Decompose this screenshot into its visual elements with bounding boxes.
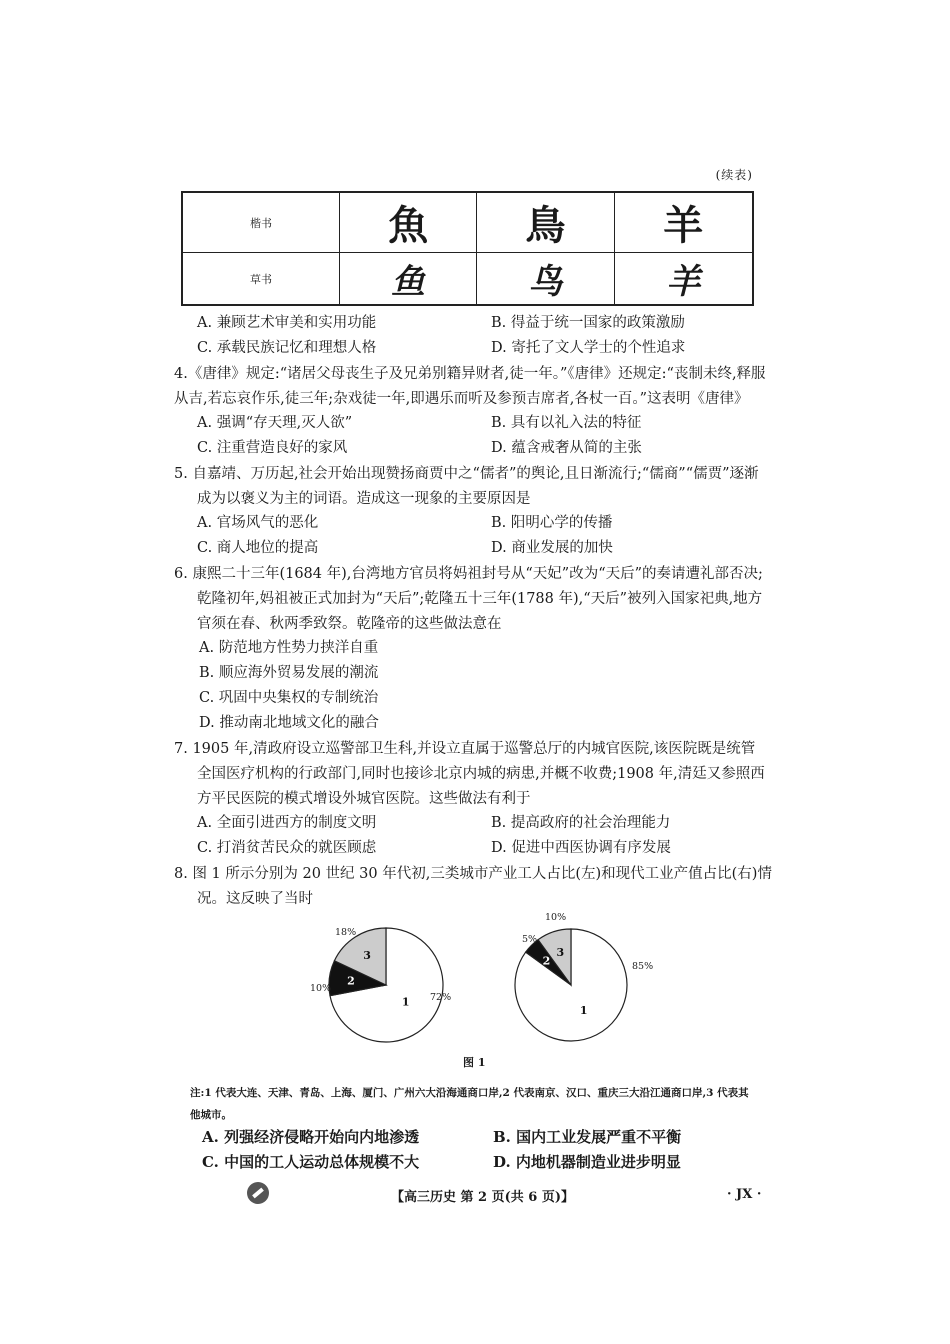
question-4 [174, 362, 764, 412]
row-label: 草书 [182, 253, 340, 305]
pie-chart-left [310, 927, 451, 1042]
slice-value-label: 10% [310, 983, 332, 994]
question-text: 全国医疗机构的行政部门,同时也接诊北京内城的病患,并概不收费;1908 年,清廷又参照西 [197, 766, 765, 782]
q5-option-c: C. 商人地位的提高 [197, 540, 319, 556]
q6-option-d: D. 推动南北地域文化的融合 [199, 715, 379, 731]
figure-note [190, 1082, 760, 1126]
pen-icon [247, 1182, 269, 1204]
question-text: 乾隆初年,妈祖被正式加封为“天后”;乾隆五十三年(1788 年),“天后”被列入国家祀典,地方 [197, 591, 763, 607]
q7-options-row2 [197, 839, 757, 857]
q7-option-a: A. 全面引进西方的制度文明 [197, 815, 377, 831]
q3-option-d: D. 寄托了文人学士的个性追求 [491, 340, 686, 356]
question-text: 况。这反映了当时 [197, 891, 313, 907]
question-text: 8. 图 1 所示分别为 20 世纪 30 年代初,三类城市产业工人占比(左)和现代工业产值占比(右)情 [174, 866, 772, 882]
q4-option-d: D. 蕴含戒奢从简的主张 [491, 440, 642, 456]
calligraphy-table [181, 191, 754, 306]
question-text: 6. 康熙二十三年(1684 年),台湾地方官员将妈祖封号从“天妃”改为“天后”的奏请遭礼部否决; [174, 566, 763, 582]
slice-category-label: 1 [401, 995, 410, 1009]
q4-options-row2 [197, 439, 757, 457]
q8-option-b: B. 国内工业发展严重不平衡 [493, 1128, 682, 1146]
caoshu-char: 羊 [614, 253, 753, 305]
question-7 [174, 737, 764, 812]
q7-option-b: B. 提高政府的社会治理能力 [491, 815, 671, 831]
slice-category-label: 3 [556, 945, 565, 959]
question-text: 5. 自嘉靖、万历起,社会开始出现赞扬商贾中之“儒者”的舆论,且日渐流行;“儒商”“儒贾”逐渐 [174, 466, 759, 482]
q8-options-row2 [202, 1153, 762, 1171]
row-label: 楷书 [182, 192, 340, 253]
q8-options-row1 [202, 1128, 762, 1146]
slice-value-label: 18% [335, 927, 357, 938]
slice-value-label: 10% [545, 912, 567, 923]
kaishu-char: 羊 [614, 192, 753, 253]
q7-option-d: D. 促进中西医协调有序发展 [491, 840, 671, 856]
caoshu-char: 鱼 [340, 253, 477, 305]
question-text: 成为以褒义为主的词语。造成这一现象的主要原因是 [197, 491, 531, 507]
q5-option-d: D. 商业发展的加快 [491, 540, 613, 556]
slice-category-label: 3 [363, 949, 371, 963]
pie-charts [280, 905, 680, 1055]
q8-option-c: C. 中国的工人运动总体规模不大 [202, 1153, 420, 1171]
footer-code: · JX · [727, 1187, 762, 1202]
question-6 [174, 562, 764, 637]
q5-options-row2 [197, 539, 757, 557]
q3-option-a: A. 兼顾艺术审美和实用功能 [197, 315, 377, 331]
table-row [182, 253, 753, 305]
q4-option-a: A. 强调“存天理,灭人欲” [197, 415, 353, 431]
question-text: 方平民医院的模式增设外城官医院。这些做法有利于 [197, 791, 531, 807]
slice-category-label: 2 [542, 954, 551, 968]
q4-option-b: B. 具有以礼入法的特征 [491, 415, 642, 431]
slice-category-label: 1 [579, 1003, 588, 1017]
kaishu-char: 魚 [340, 192, 477, 253]
slice-category-label: 2 [347, 974, 355, 988]
q4-options-row1 [197, 414, 757, 432]
figure-caption: 图 1 [463, 1056, 486, 1069]
continued-label: (续表) [715, 168, 753, 182]
table-row [182, 192, 753, 253]
question-text: 官须在春、秋两季致祭。乾隆帝的这些做法意在 [197, 616, 502, 632]
q5-options-row1 [197, 514, 757, 532]
slice-value-label: 85% [632, 961, 654, 972]
q3-option-c: C. 承载民族记忆和理想人格 [197, 340, 377, 356]
q5-option-a: A. 官场风气的恶化 [197, 515, 319, 531]
note-text: 注:1 代表大连、天津、青岛、上海、厦门、广州六大沿海通商口岸,2 代表南京、汉口、重庆三大沿江通商口岸,3 代表其 [190, 1087, 749, 1099]
q6-option-a: A. 防范地方性势力挟洋自重 [199, 640, 379, 656]
question-5 [174, 462, 764, 512]
q7-option-c: C. 打消贫苦民众的就医顾虑 [197, 840, 377, 856]
q3-options-row1 [197, 314, 757, 332]
q5-option-b: B. 阳明心学的传播 [491, 515, 613, 531]
q7-options-row1 [197, 814, 757, 832]
footer-title: 【高三历史 第 2 页(共 6 页)】 [391, 1190, 575, 1205]
question-text: 4.《唐律》规定:“诸居父母丧生子及兄弟别籍异财者,徒一年。”《唐律》还规定:“丧制未终,释服 [174, 366, 766, 382]
q8-option-a: A. 列强经济侵略开始向内地渗透 [202, 1128, 420, 1146]
note-text: 他城市。 [190, 1109, 232, 1121]
q6-option-c: C. 巩固中央集权的专制统治 [199, 690, 379, 706]
q6-option-b: B. 顺应海外贸易发展的潮流 [199, 665, 379, 681]
question-text: 从吉,若忘哀作乐,徒三年;杂戏徒一年,即遇乐而听及参预吉席者,各杖一百。”这表明《唐律》 [174, 391, 749, 407]
kaishu-char: 鳥 [477, 192, 614, 253]
q8-option-d: D. 内地机器制造业进步明显 [493, 1153, 681, 1171]
q4-option-c: C. 注重营造良好的家风 [197, 440, 348, 456]
slice-value-label: 5% [522, 934, 538, 945]
question-text: 7. 1905 年,清政府设立巡警部卫生科,并设立直属于巡警总厅的内城官医院,该医院既是统管 [174, 741, 756, 757]
pie-chart-right [515, 912, 653, 1041]
q3-options-row2 [197, 339, 757, 357]
caoshu-char: 鸟 [477, 253, 614, 305]
q3-option-b: B. 得益于统一国家的政策激励 [491, 315, 685, 331]
slice-value-label: 72% [430, 992, 452, 1003]
